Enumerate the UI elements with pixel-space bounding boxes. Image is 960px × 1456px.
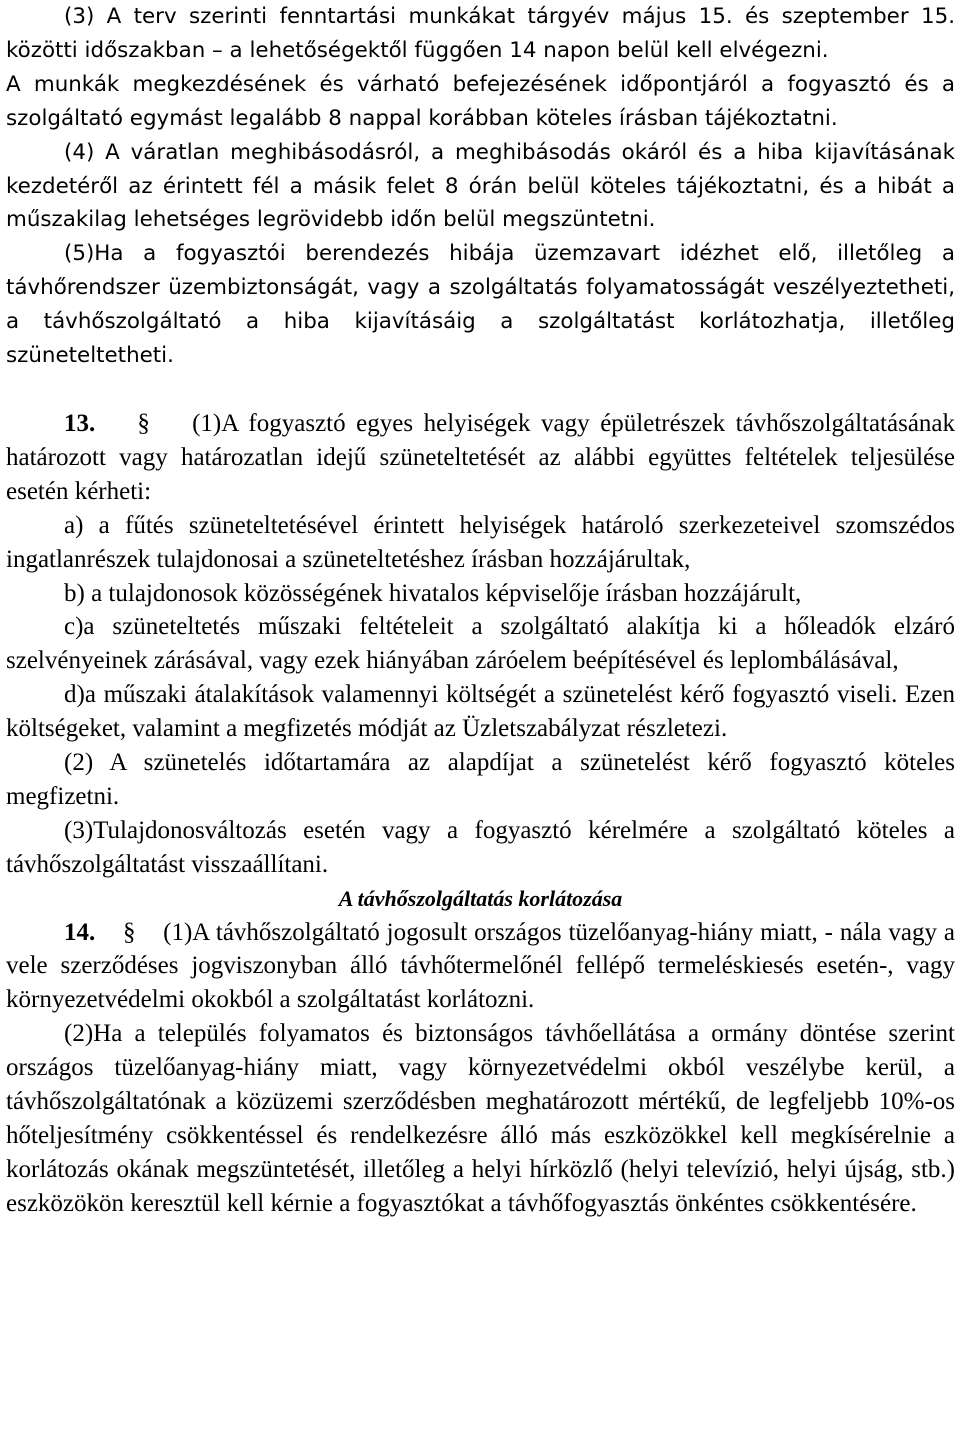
section-13-item-a: a) a fűtés szüneteltetésével érintett helyiségek határoló szerkezeteivel szomszédos ingatlanrészek tulajdonosai a szüneteltetéshez írásban hozzájárultak, [6,511,955,573]
document-page [6,0,955,1221]
section-14-paragraph-1 [6,916,955,1018]
section-13-item-d: d)a műszaki átalakítások valamennyi költségét a szünetelést kérő fogyasztó viseli. Ezen költségeket, valamint a megfizetés módját az Üzletszabályzat részletezi. [6,681,955,743]
section-13-paragraph-3: (3)Tulajdonosváltozás esetén vagy a fogyasztó kérelmére a szolgáltató köteles a távhőszolgáltatást visszaállítani. [6,816,955,878]
section-heading: A távhőszolgáltatás korlátozása [338,885,623,911]
paragraph-4: (4) A váratlan meghibásodásról, a meghibásodás okáról és a hiba kijavításának kezdetéről az érintett fél a másik felet 8 órán belül köteles tájékoztatni, és a hibát a műszakilag lehetséges legrövidebb időn belül megszüntetni. [6,139,955,233]
section-13-p1-text: (1)A fogyasztó egyes helyiségek vagy épületrészek távhőszolgáltatásának határozott vagy határozatlan idejű szüneteltetését az alábbi együttes feltételek teljesülése esetén kérheti: [6,409,956,505]
section-13-sign: § [137,409,150,437]
section-14-sign: § [122,918,136,946]
section-gap [6,373,955,407]
section-13-item-b: b) a tulajdonosok közösségének hivatalos képviselője írásban hozzájárult, [64,579,802,607]
section-14-p1-text: (1)A távhőszolgáltató jogosult országos tüzelőanyag-hiány miatt, - nála vagy a vele szerződéses jogviszonyban álló távhőtermelőnél fellépő termeléskiesés esetén-, vagy környezetvédelmi okokból a szolgáltatást korlátozni. [6,918,956,1014]
section-14-paragraph-2: (2)Ha a település folyamatos és biztonságos távhőellátása a ormány döntése szerint országos tüzelőanyag-hiány miatt, vagy környezetvédelmi okból veszélybe kerül, a távhőszolgáltatónak a közüzemi szerződésben meghatározott mértékű, de legfeljebb 10%-os hőteljesítmény csökkentéssel és rendelkezésre álló más eszközökkel kell megkísérelnie a korlátozás okának megszüntetését, illetőleg a helyi hírközlő (helyi televízió, helyi újság, stb.) eszközökön keresztül kell kérnie a fogyasztókat a távhőfogyasztás önkéntes csökkentésére. [6,1020,955,1217]
section-13-paragraph-1 [6,407,955,509]
paragraph-3-sentence-2: A munkák megkezdésének és várható befejezésének időpontjáról a fogyasztó és a szolgáltató egymást legalább 8 nappal korábban köteles írásban tájékoztatni. [6,71,955,131]
paragraph-5: (5)Ha a fogyasztói berendezés hibája üzemzavart idézhet elő, illetőleg a távhőrendszer üzembiztonságát, vagy a szolgáltatás folyamatosságát veszélyeztetheti, a távhőszolgáltató a hiba kijavításáig a szolgáltatást korlátozhatja, illetőleg szüneteltetheti. [6,241,955,369]
section-13-paragraph-2: (2) A szünetelés időtartamára az alapdíjat a szünetelést kérő fogyasztó köteles megfizetni. [6,749,955,810]
section-14-number: 14. [64,918,96,946]
section-13-item-c: c)a szüneteltetés műszaki feltételeit a szolgáltató alakítja ki a hőleadók elzáró szelvényeinek zárásával, vagy ezek hiányában záróelem beépítésével és leplombálásával, [6,613,955,675]
section-13-number: 13. [64,409,96,437]
paragraph-3-sentence-1: (3) A terv szerinti fenntartási munkákat tárgyév május 15. és szeptember 15. közötti időszakban – a lehetőségektől függően 14 napon belül kell elvégezni. [6,4,955,63]
